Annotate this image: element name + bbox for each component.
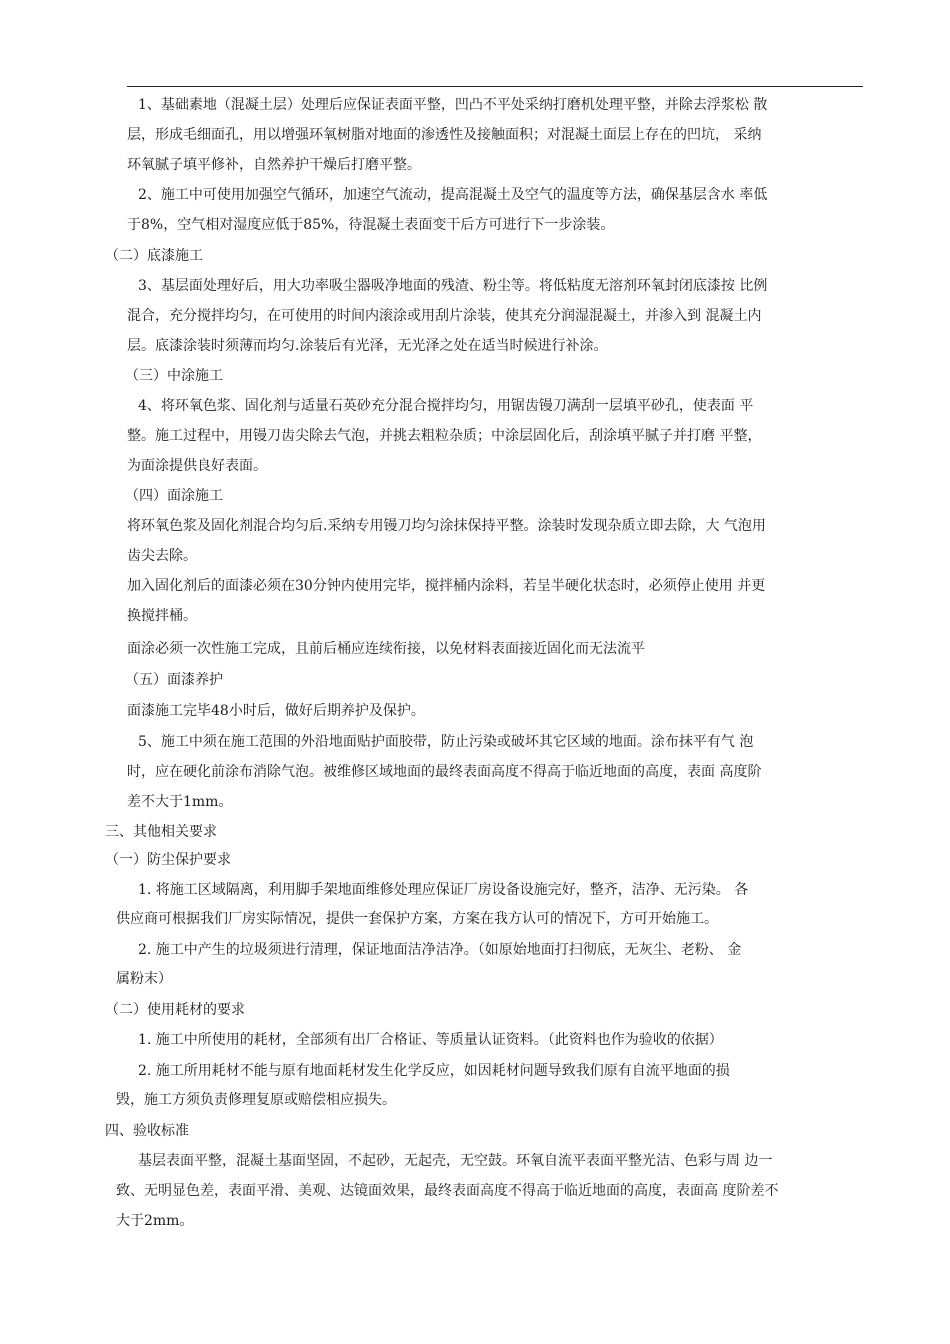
text-line: 2. 施工中产生的垃圾须进行清理，保证地面洁净洁净。（如原始地面打扫彻底，无灰尘、老粉、 金 (138, 942, 742, 958)
section-heading: （三）中涂施工 (125, 368, 223, 384)
section-heading: （二）使用耗材的要求 (105, 1002, 245, 1018)
text-line: 大于2mm。 (116, 1213, 194, 1229)
text-line: 5、施工中须在施工范围的外沿地面贴护面胶带，防止污染或破坏其它区域的地面。涂布抹平有气 泡 (138, 734, 754, 750)
text-line: 加入固化剂后的面漆必须在30分钟内使用完毕，搅拌桶内涂料，若呈半硬化状态时，必须停止使用 并更 (127, 578, 766, 594)
text-line: 换搅拌桶。 (127, 608, 197, 624)
text-line: 1、基础素地（混凝土层）处理后应保证表面平整，凹凸不平处采纳打磨机处理平整，并除去浮浆松 散 (138, 97, 768, 113)
text-line: 致、无明显色差，表面平滑、美观、达镜面效果，最终表面高度不得高于临近地面的高度，表面高 度阶差不 (116, 1183, 779, 1199)
text-line: 3、基层面处理好后，用大功率吸尘器吸净地面的残渣、粉尘等。将低粘度无溶剂环氧封闭底漆按 比例 (138, 278, 768, 294)
text-line: 1. 施工中所使用的耗材，全部须有出厂合格证、等质量认证资料。（此资料也作为验收的依据） (138, 1032, 723, 1048)
text-line: 整。施工过程中，用镘刀齿尖除去气泡，并挑去粗粒杂质；中涂层固化后，刮涂填平腻子并打磨 平整， (127, 428, 762, 444)
text-line: 差不大于1mm。 (127, 794, 233, 810)
chapter-heading: 三、其他相关要求 (105, 824, 217, 840)
text-line: 面涂必须一次性施工完成，且前后桶应连续衔接，以免材料表面接近固化而无法流平 (127, 641, 645, 657)
text-line: 于8%，空气相对湿度应低于85%，待混凝土表面变干后方可进行下一步涂装。 (127, 217, 615, 233)
text-line: 属粉末） (116, 971, 172, 987)
section-heading: （一）防尘保护要求 (105, 852, 231, 868)
text-line: 4、将环氧色浆、固化剂与适量石英砂充分混合搅拌均匀，用锯齿镘刀满刮一层填平砂孔，使表面 平 (138, 398, 754, 414)
section-heading: （四）面涂施工 (125, 488, 223, 504)
text-line: 将环氧色浆及固化剂混合均匀后.采纳专用镘刀均匀涂抹保持平整。涂装时发现杂质立即去除，大 气泡用 (127, 518, 766, 534)
text-line: 基层表面平整，混凝土基面坚固，不起砂，无起壳，无空鼓。环氧自流平表面平整光洁、色彩与周 边一 (138, 1153, 773, 1169)
chapter-heading: 四、验收标准 (105, 1123, 189, 1139)
text-line: 面漆施工完毕48小时后，做好后期养护及保护。 (127, 703, 425, 719)
header-rule (127, 86, 863, 87)
text-line: 为面涂提供良好表面。 (127, 458, 267, 474)
text-line: 时，应在硬化前涂布消除气泡。被维修区域地面的最终表面高度不得高于临近地面的高度，表面 高度阶 (127, 764, 762, 780)
text-line: 供应商可根据我们厂房实际情况，提供一套保护方案，方案在我方认可的情况下，方可开始施工。 (116, 911, 718, 927)
text-line: 齿尖去除。 (127, 548, 197, 564)
text-line: 混合，充分搅拌均匀，在可使用的时间内滚涂或用刮片涂装，使其充分润湿混凝土，并渗入到 混凝土内 (127, 308, 762, 324)
text-line: 环氧腻子填平修补，自然养护干燥后打磨平整。 (127, 157, 421, 173)
text-line: 1. 将施工区域隔离，利用脚手架地面维修处理应保证厂房设备设施完好，整齐，洁净、无污染。 各 (138, 882, 749, 898)
text-line: 毁，施工方须负责修理复原或赔偿相应损失。 (116, 1092, 396, 1108)
text-line: 2、施工中可使用加强空气循环，加速空气流动，提高混凝土及空气的温度等方法，确保基层含水 率低 (138, 187, 768, 203)
text-line: 层，形成毛细面孔，用以增强环氧树脂对地面的渗透性及接触面积；对混凝土面层上存在的凹坑， 采纳 (127, 127, 762, 143)
section-heading: （二）底漆施工 (105, 248, 203, 264)
text-line: 2. 施工所用耗材不能与原有地面耗材发生化学反应，如因耗材问题导致我们原有自流平地面的损 (138, 1063, 730, 1079)
text-line: 层。底漆涂装时须薄而均匀.涂装后有光泽，无光泽之处在适当时候进行补涂。 (127, 338, 608, 354)
section-heading: （五）面漆养护 (125, 672, 223, 688)
